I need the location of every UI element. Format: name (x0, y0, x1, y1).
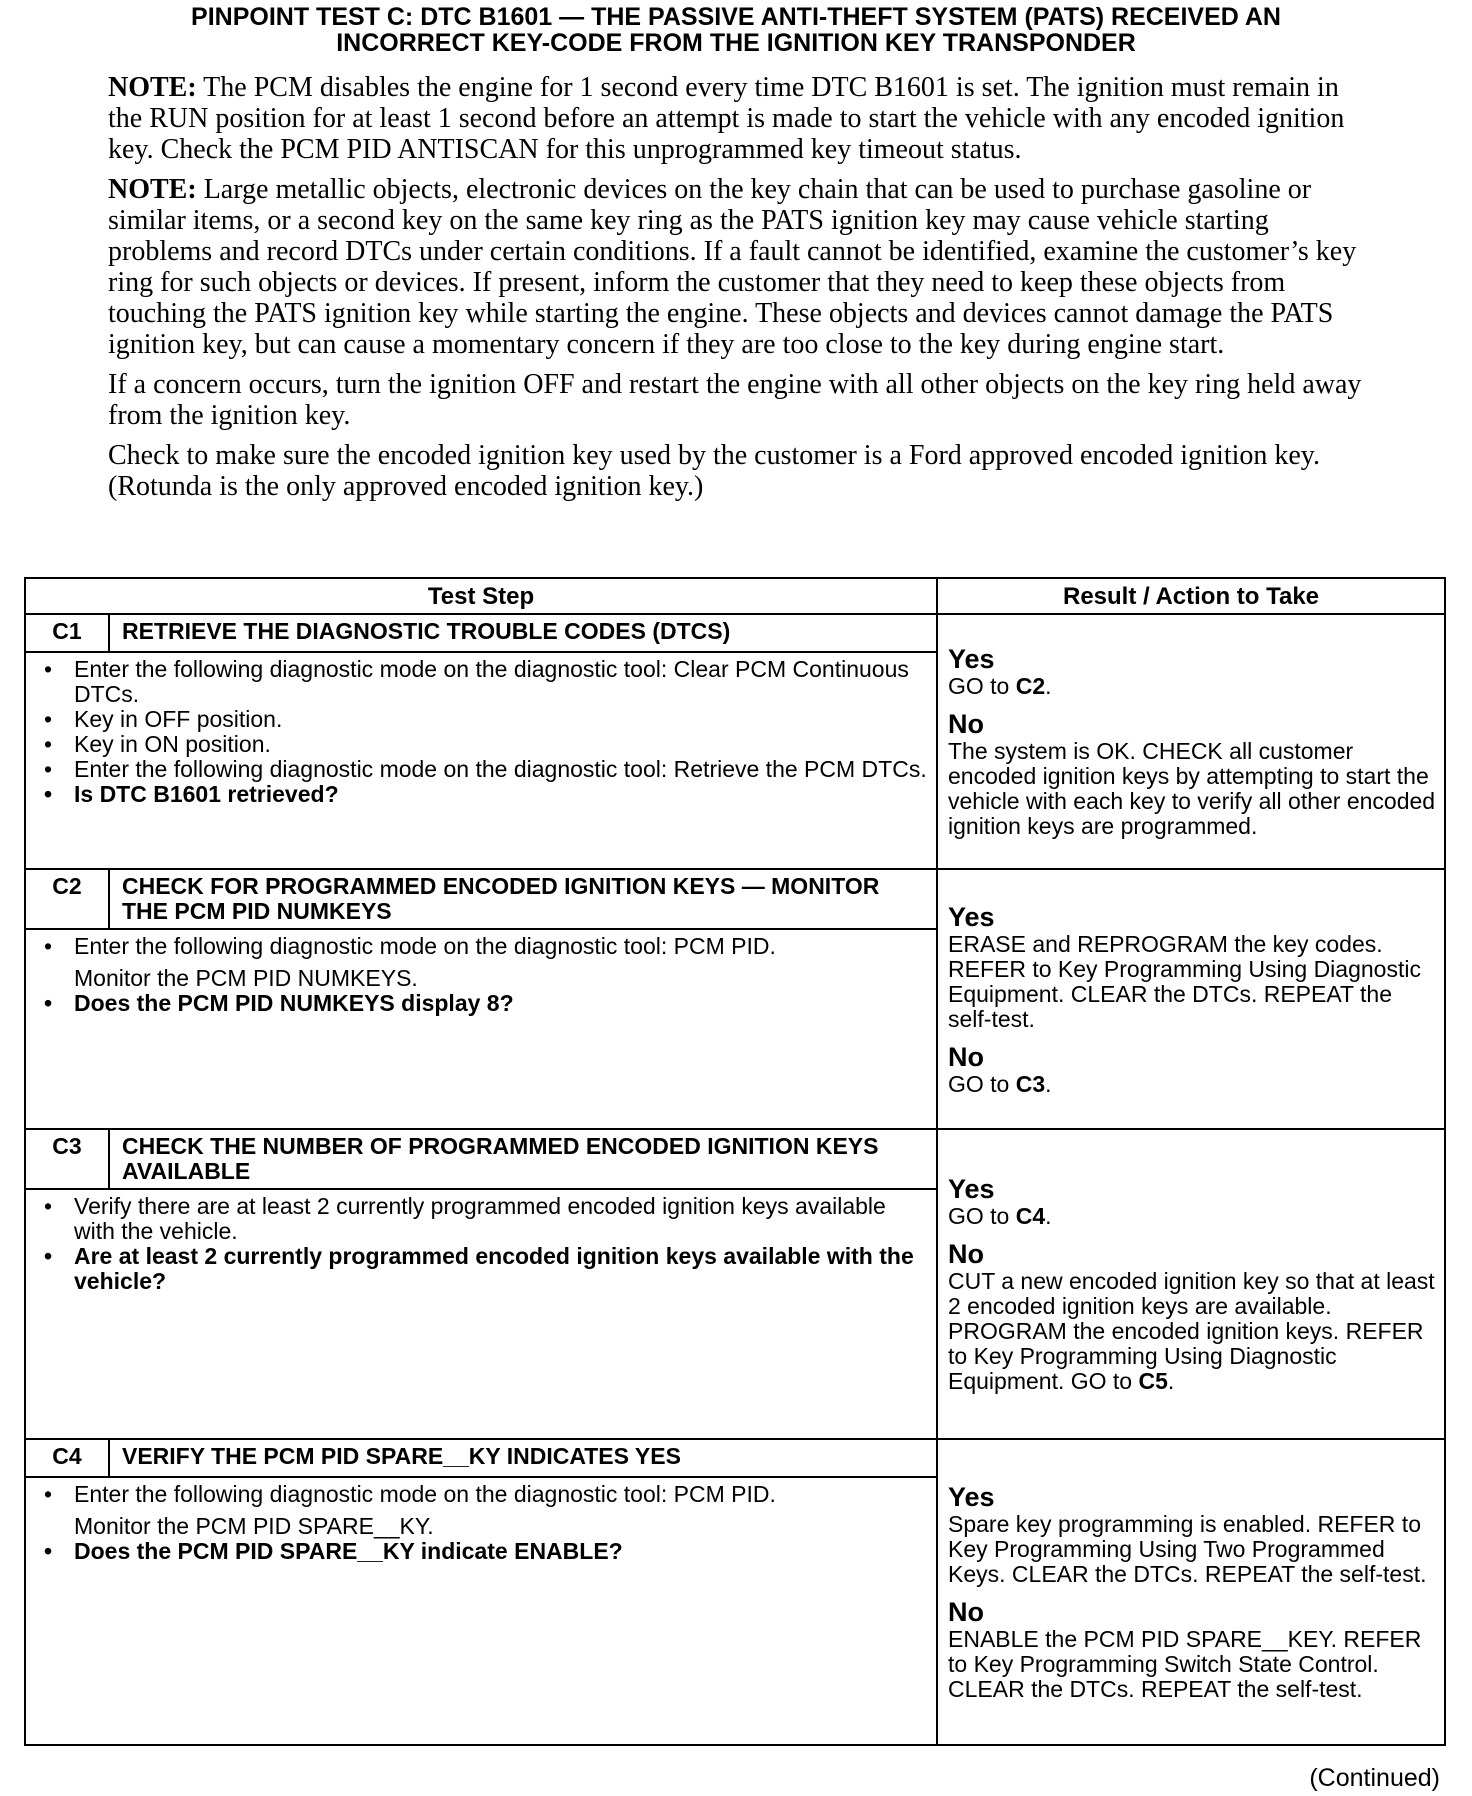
step-c4-yes-action: Spare key programming is enabled. REFER to Key Programming Using Two Programmed Keys. CLEAR the DTCs. REPEAT the self-test. (948, 1511, 1427, 1587)
note-1 (108, 72, 1368, 165)
step-c3-no-action: CUT a new encoded ignition key so that at least 2 encoded ignition keys are available. PROGRAM the encoded ignition keys. REFER to Key Programming Using Diagnostic Equipment. GO to C5. (948, 1268, 1435, 1394)
step-c1-title-row (25, 614, 1445, 652)
goto-c2-link[interactable]: C2 (1015, 673, 1046, 699)
list-item: • Enter the following diagnostic mode on the diagnostic tool: PCM PID. (34, 1482, 928, 1507)
notes-section (108, 72, 1368, 511)
note-2 (108, 174, 1368, 360)
table-header-row (25, 578, 1445, 614)
goto-c3-link[interactable]: C3 (1015, 1070, 1046, 1097)
goto-c4-link[interactable]: C4 (1015, 1203, 1046, 1229)
step-c4-question: • Does the PCM PID SPARE__KY indicate ENABLE? (34, 1539, 928, 1564)
step-c4-no-action: ENABLE the PCM PID SPARE__KEY. REFER to Key Programming Switch State Control. CLEAR the DTCs. REPEAT the self-test. (948, 1626, 1422, 1702)
note-1-text: The PCM disables the engine for 1 second every time DTC B1601 is set. The ignition must remain in the RUN position for at least 1 second before an attempt is made to start the vehicle with any encoded ignition key. Check the PCM PID ANTISCAN for this unprogrammed key timeout status. (108, 72, 1345, 165)
continued-label: (Continued) (1309, 1764, 1440, 1792)
page-title (30, 4, 1442, 56)
step-c1-question: • Is DTC B1601 retrieved? (34, 782, 928, 807)
step-c3-question: • Are at least 2 currently programmed encoded ignition keys available with the vehicle? (34, 1244, 928, 1294)
list-item: Monitor the PCM PID SPARE__KY. (74, 1513, 434, 1539)
no-label: No (948, 1239, 984, 1269)
step-c3-title-row (25, 1129, 1445, 1189)
list-item: • Enter the following diagnostic mode on the diagnostic tool: Clear PCM Continuous DTCs. (34, 657, 928, 707)
step-c2-question: • Does the PCM PID NUMKEYS display 8? (34, 991, 928, 1016)
step-c3-body (25, 1189, 937, 1439)
yes-label: Yes (948, 1174, 995, 1204)
yes-label: Yes (948, 1482, 995, 1512)
step-c3-title: CHECK THE NUMBER OF PROGRAMMED ENCODED IGNITION KEYS AVAILABLE (109, 1129, 937, 1189)
step-c1-result (937, 614, 1445, 869)
step-c3-yes-action: GO to C4. (948, 1203, 1052, 1229)
step-c4-id: C4 (25, 1439, 109, 1477)
concern-paragraph: If a concern occurs, turn the ignition OFF and restart the engine with all other objects on the key ring held away from the ignition key. (108, 369, 1362, 431)
no-label: No (948, 709, 984, 739)
list-item: • Verify there are at least 2 currently programmed encoded ignition keys available with the vehicle. (34, 1194, 928, 1244)
approved-key-paragraph: Check to make sure the encoded ignition key used by the customer is a Ford approved encoded ignition key. (Rotunda is the only approved encoded ignition key.) (108, 440, 1320, 502)
step-c2-title-row (25, 869, 1445, 929)
title-line-2: INCORRECT KEY-CODE FROM THE IGNITION KEY TRANSPONDER (336, 29, 1136, 57)
list-item: Monitor the PCM PID NUMKEYS. (74, 965, 418, 991)
no-label: No (948, 1041, 984, 1072)
step-c2-yes-action: ERASE and REPROGRAM the key codes. REFER to Key Programming Using Diagnostic Equipment. CLEAR the DTCs. REPEAT the self-test. (948, 930, 1421, 1032)
list-item: • Enter the following diagnostic mode on the diagnostic tool: PCM PID. (34, 934, 928, 959)
step-c2-title: CHECK FOR PROGRAMMED ENCODED IGNITION KEYS — MONITOR THE PCM PID NUMKEYS (109, 869, 937, 929)
list-item: • Enter the following diagnostic mode on the diagnostic tool: Retrieve the PCM DTCs. (34, 757, 928, 782)
step-c3-result (937, 1129, 1445, 1439)
step-c2-body (25, 929, 937, 1129)
step-c1-id: C1 (25, 614, 109, 652)
note-2-text: Large metallic objects, electronic devices on the key chain that can be used to purchase gasoline or similar items, or a second key on the same key ring as the PATS ignition key may cause vehicle starting problems and record DTCs under certain conditions. If a fault cannot be identified, examine the customer’s key ring for such objects or devices. If present, inform the customer that they need to keep these objects from touching the PATS ignition key while starting the engine. These objects and devices cannot damage the PATS ignition key, but can cause a momentary concern if they are too close to the key during engine start. (108, 174, 1357, 360)
goto-c5-link[interactable]: C5 (1138, 1368, 1168, 1394)
step-c4-result (937, 1439, 1445, 1745)
step-c1-title: RETRIEVE THE DIAGNOSTIC TROUBLE CODES (DTCS) (109, 614, 937, 652)
note-2-label: NOTE: (108, 174, 197, 205)
list-item: • Key in ON position. (34, 732, 928, 757)
step-c3-id: C3 (25, 1129, 109, 1189)
step-c1-body (25, 652, 937, 869)
step-c1-no-action: The system is OK. CHECK all customer encoded ignition keys by attempting to start the vehicle with each key to verify all other encoded ignition keys are programmed. (948, 738, 1436, 839)
step-c2-no-action: GO to C3. (948, 1070, 1052, 1097)
step-c4-body (25, 1477, 937, 1745)
pinpoint-test-table (24, 577, 1446, 1746)
title-line-1: PINPOINT TEST C: DTC B1601 — THE PASSIVE ANTI-THEFT SYSTEM (PATS) RECEIVED AN (191, 3, 1281, 31)
header-result-action: Result / Action to Take (937, 578, 1445, 614)
step-c2-id: C2 (25, 869, 109, 929)
step-c4-title: VERIFY THE PCM PID SPARE__KY INDICATES YES (109, 1439, 937, 1477)
header-test-step: Test Step (25, 578, 937, 614)
note-1-label: NOTE: (108, 72, 197, 103)
step-c4-title-row (25, 1439, 1445, 1477)
yes-label: Yes (948, 901, 995, 932)
step-c1-yes-action: GO to C2. (948, 673, 1052, 699)
no-label: No (948, 1597, 984, 1627)
yes-label: Yes (948, 644, 995, 674)
step-c2-result (937, 869, 1445, 1129)
list-item: • Key in OFF position. (34, 707, 928, 732)
